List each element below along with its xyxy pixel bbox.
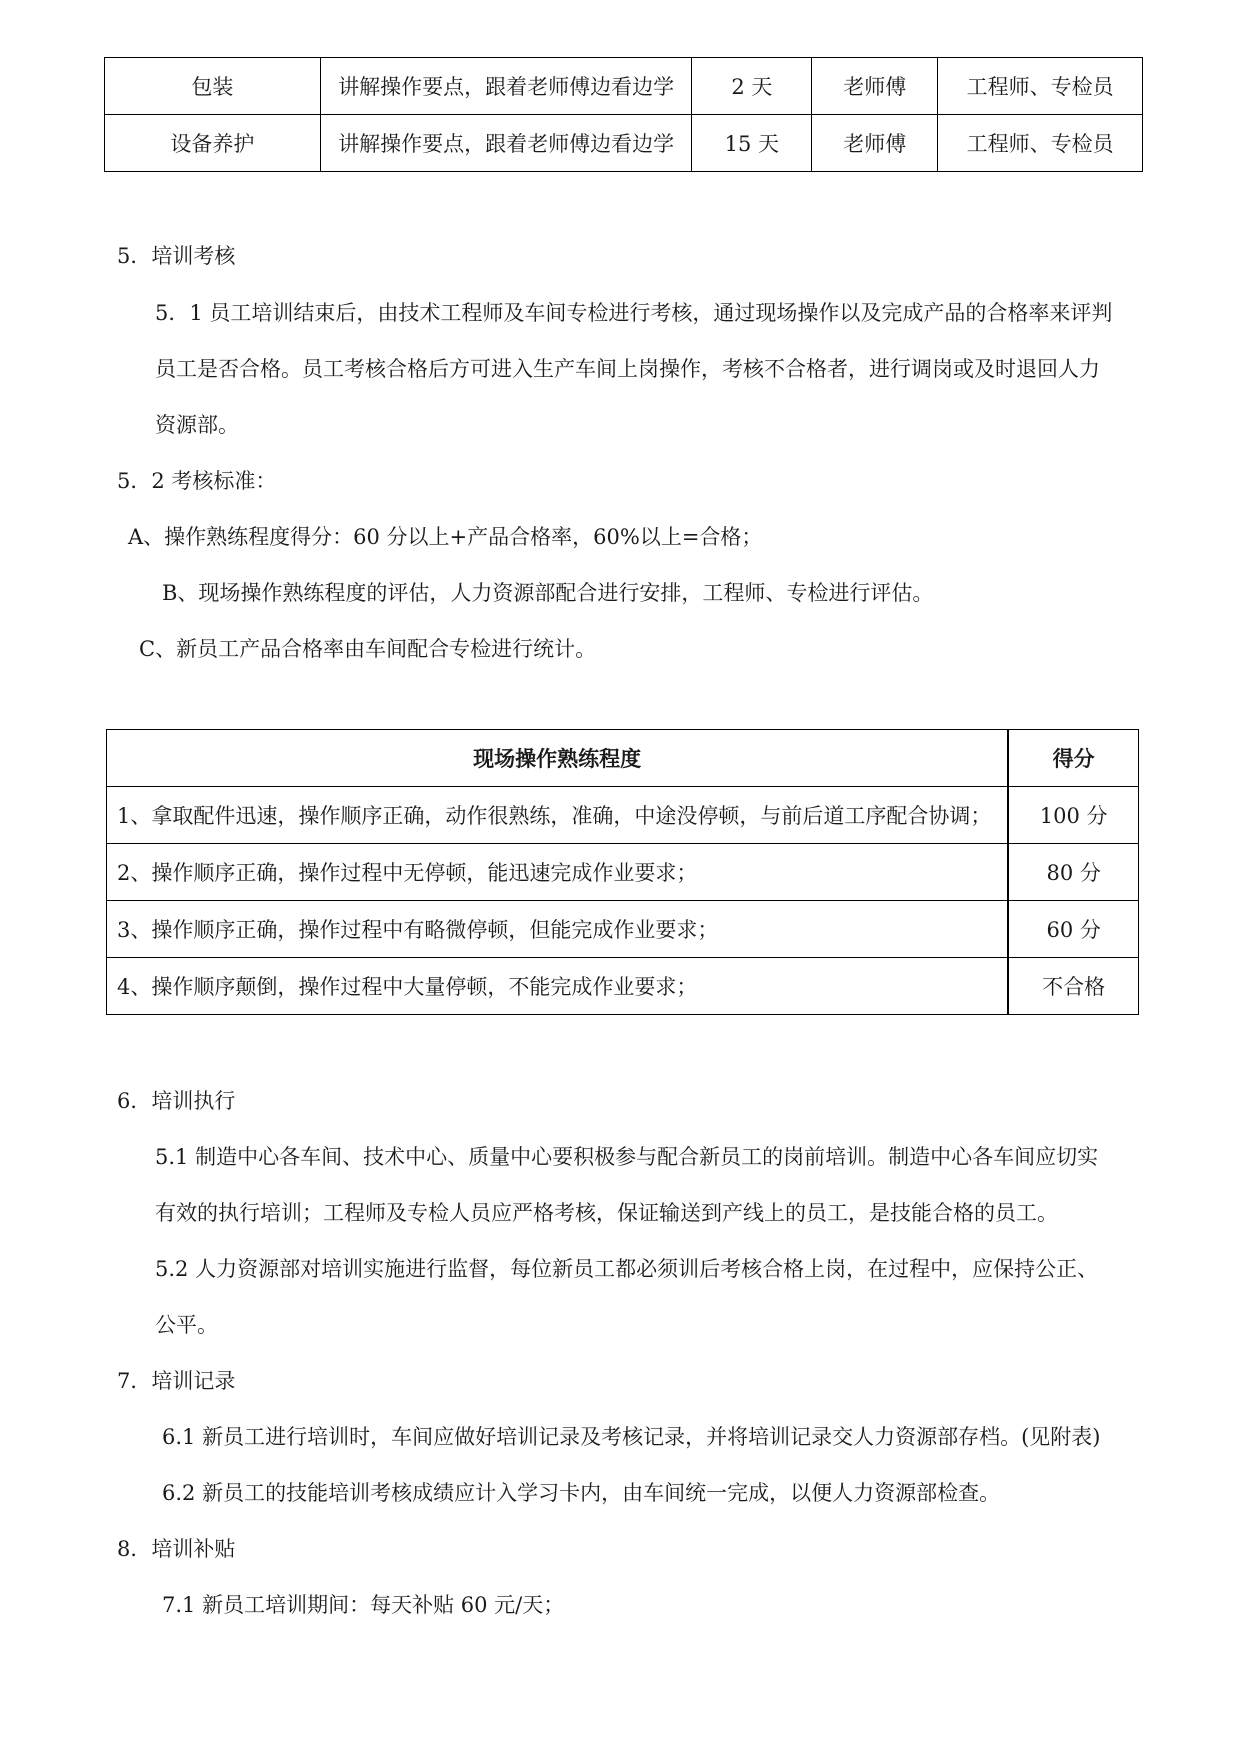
table-cell-method: 讲解操作要点，跟着老师傅边看边学 (320, 58, 692, 115)
table-cell-duration: 2 天 (692, 58, 812, 115)
header-score: 得分 (1008, 730, 1138, 787)
proficiency-score-table (106, 729, 1139, 1015)
proficiency-description: 4、操作顺序颠倒，操作过程中大量停顿，不能完成作业要求； (107, 958, 1009, 1015)
table-cell-item: 包装 (105, 58, 321, 115)
section-7-p2: 6.2 新员工的技能培训考核成绩应计入学习卡内，由车间统一完成，以便人力资源部检查。 (162, 1481, 1001, 1505)
table-row (107, 844, 1139, 901)
section-6-p1-line-1: 5.1 制造中心各车间、技术中心、质量中心要积极参与配合新员工的岗前培训。制造中心各车间应切实 (155, 1145, 1099, 1169)
table-cell-assessor: 工程师、专检员 (938, 115, 1143, 172)
header-proficiency: 现场操作熟练程度 (107, 730, 1009, 787)
proficiency-score: 100 分 (1008, 787, 1138, 844)
section-5-heading: 5．培训考核 (117, 244, 236, 268)
criteria-a: A、操作熟练程度得分：60 分以上+产品合格率，60%以上=合格； (128, 525, 763, 549)
table-row (107, 958, 1139, 1015)
proficiency-description: 1、拿取配件迅速，操作顺序正确，动作很熟练，准确，中途没停顿，与前后道工序配合协调； (107, 787, 1009, 844)
section-5-1-line-3: 资源部。 (155, 413, 239, 437)
section-6-p2-line-2: 公平。 (155, 1313, 218, 1337)
proficiency-score: 不合格 (1008, 958, 1138, 1015)
table-cell-trainer: 老师傅 (812, 58, 938, 115)
section-6-p1-line-2: 有效的执行培训；工程师及专检人员应严格考核，保证输送到产线上的员工，是技能合格的员工。 (155, 1201, 1058, 1225)
section-8-heading: 8．培训补贴 (117, 1537, 236, 1561)
section-7-heading: 7．培训记录 (117, 1369, 236, 1393)
criteria-b: B、现场操作熟练程度的评估，人力资源部配合进行安排，工程师、专检进行评估。 (162, 581, 934, 605)
training-schedule-table (104, 57, 1143, 172)
table-cell-assessor: 工程师、专检员 (938, 58, 1143, 115)
section-5-2-heading: 5．2 考核标准： (117, 469, 277, 493)
proficiency-description: 2、操作顺序正确，操作过程中无停顿，能迅速完成作业要求； (107, 844, 1009, 901)
section-5-1-line-1: 5．1 员工培训结束后，由技术工程师及车间专检进行考核，通过现场操作以及完成产品的合格率来评判 (155, 301, 1113, 325)
table-header-row (107, 730, 1139, 787)
proficiency-score: 60 分 (1008, 901, 1138, 958)
table-cell-item: 设备养护 (105, 115, 321, 172)
section-7-p1: 6.1 新员工进行培训时，车间应做好培训记录及考核记录，并将培训记录交人力资源部存档。(见附表) (162, 1425, 1101, 1449)
table-cell-method: 讲解操作要点，跟着老师傅边看边学 (320, 115, 692, 172)
section-5-1-line-2: 员工是否合格。员工考核合格后方可进入生产车间上岗操作，考核不合格者，进行调岗或及时退回人力 (155, 357, 1100, 381)
table-cell-trainer: 老师傅 (812, 115, 938, 172)
section-8-p1: 7.1 新员工培训期间：每天补贴 60 元/天； (162, 1593, 565, 1617)
proficiency-score: 80 分 (1008, 844, 1138, 901)
table-row (105, 115, 1143, 172)
table-cell-duration: 15 天 (692, 115, 812, 172)
section-6-heading: 6．培训执行 (117, 1089, 236, 1113)
table-row (107, 787, 1139, 844)
criteria-c: C、新员工产品合格率由车间配合专检进行统计。 (139, 637, 597, 661)
table-row (107, 901, 1139, 958)
section-6-p2-line-1: 5.2 人力资源部对培训实施进行监督，每位新员工都必须训后考核合格上岗，在过程中，应保持公正、 (155, 1257, 1099, 1281)
proficiency-description: 3、操作顺序正确，操作过程中有略微停顿，但能完成作业要求； (107, 901, 1009, 958)
table-row (105, 58, 1143, 115)
